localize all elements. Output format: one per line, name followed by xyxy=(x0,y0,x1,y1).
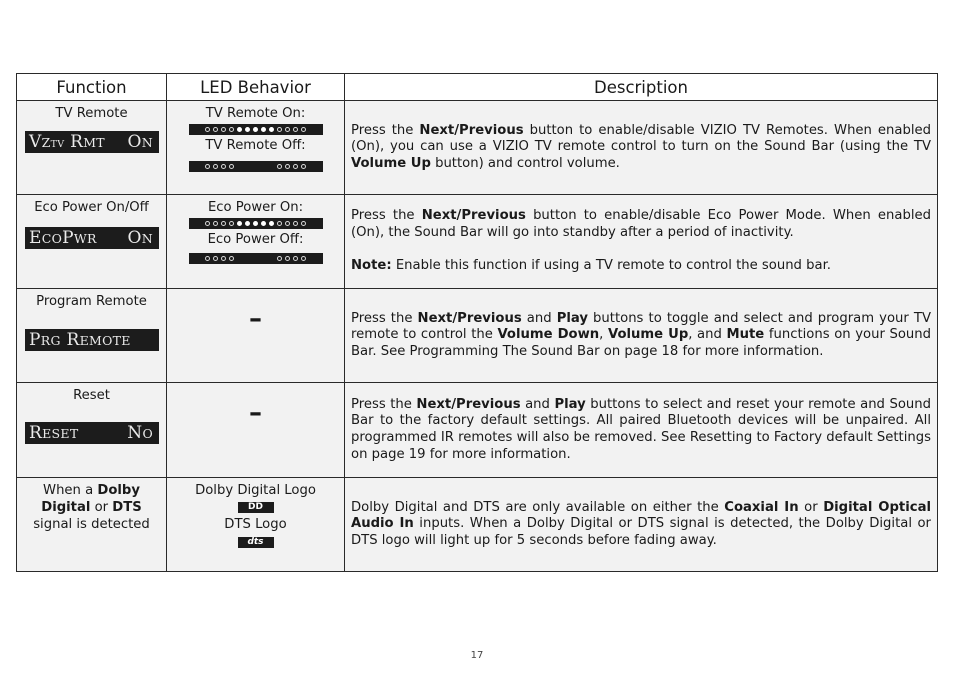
function-cell xyxy=(17,478,167,572)
settings-table xyxy=(16,73,938,572)
led-dot xyxy=(285,127,290,132)
dolby-digital-logo-icon: DD xyxy=(238,502,274,513)
lcd-text-left: RESET xyxy=(29,423,79,443)
led-dot xyxy=(205,164,210,169)
text-run: Press the xyxy=(351,396,417,412)
led-dot xyxy=(229,127,234,132)
led-dot-lit xyxy=(261,127,266,132)
led-dot xyxy=(221,127,226,132)
bold-term: Play xyxy=(554,396,586,412)
led-cell xyxy=(167,383,345,478)
dts-logo-label: DTS Logo xyxy=(224,517,287,532)
page-number: 17 xyxy=(470,650,484,661)
bold-term: Play xyxy=(556,310,588,326)
description-cell xyxy=(345,383,938,478)
text-run: buttons to select and reset your remote and Sound Bar to the factory default settings. All paired Bluetooth devices will be unpaired. All programmed IR remotes will also be removed. See Resetting to Factory default Settings on page 19 for more information. xyxy=(351,396,931,462)
table-row xyxy=(17,101,938,195)
no-led-dash: – xyxy=(249,304,262,334)
function-name: TV Remote xyxy=(55,106,128,121)
description-cell xyxy=(345,195,938,289)
led-dot xyxy=(205,127,210,132)
text-run: or xyxy=(798,499,824,515)
bold-term: Coaxial In xyxy=(724,499,799,515)
bold-term: Dolby Digital xyxy=(41,483,140,515)
text-run: or xyxy=(90,500,113,515)
bold-term: Volume Up xyxy=(351,155,431,171)
bold-term: Volume Down xyxy=(497,327,600,343)
no-led-dash: – xyxy=(249,398,262,428)
description-text xyxy=(351,397,931,463)
table-row xyxy=(17,383,938,478)
text-run: button) and control volume. xyxy=(430,155,620,171)
function-cell xyxy=(17,101,167,195)
led-dot xyxy=(301,256,306,261)
led-dot xyxy=(293,127,298,132)
bold-term: DTS xyxy=(112,500,142,515)
led-dot xyxy=(205,256,210,261)
led-dot xyxy=(205,221,210,226)
description-cell xyxy=(345,101,938,195)
led-on-label: TV Remote On: xyxy=(205,106,306,121)
lcd-display xyxy=(25,227,159,249)
lcd-text-left: ECOPWR xyxy=(29,228,97,248)
text-run: button to enable/disable VIZIO TV Remotes. When enabled (On), you can use a VIZIO TV remote control to turn on the Sound Bar (using the TV xyxy=(351,122,932,155)
lcd-text-right: ON xyxy=(127,132,153,152)
led-dot xyxy=(301,127,306,132)
text-run: Press the xyxy=(351,122,420,138)
lcd-text-left: PRG REMOTE xyxy=(29,330,131,350)
led-dot-lit xyxy=(261,221,266,226)
led-dot xyxy=(293,256,298,261)
led-cell xyxy=(167,478,345,572)
function-cell xyxy=(17,195,167,289)
bold-term: Mute xyxy=(726,327,765,343)
led-dot xyxy=(221,221,226,226)
led-dot-lit xyxy=(237,127,242,132)
bold-term: Next/Previous xyxy=(421,208,526,224)
function-name: Program Remote xyxy=(36,294,147,309)
led-cell xyxy=(167,289,345,383)
description-text xyxy=(351,311,931,361)
led-dot xyxy=(213,221,218,226)
led-dot xyxy=(285,164,290,169)
text-run: buttons to toggle and select and program your TV remote to control the xyxy=(351,310,931,343)
function-name: Reset xyxy=(73,388,110,403)
led-bar-off xyxy=(189,161,323,172)
text-run: Press the xyxy=(351,310,418,326)
text-run: When a xyxy=(43,483,98,498)
text-run: , and xyxy=(688,327,727,343)
led-dot xyxy=(301,164,306,169)
led-dot-lit xyxy=(245,221,250,226)
text-run: Press the xyxy=(351,208,422,224)
bold-term: Digital Optical Audio In xyxy=(351,499,931,532)
led-dot xyxy=(229,221,234,226)
led-dot-lit xyxy=(253,127,258,132)
lcd-text-right: ON xyxy=(127,228,153,248)
led-dot xyxy=(229,256,234,261)
led-dot xyxy=(277,256,282,261)
header-description: Description xyxy=(345,74,938,101)
led-bar-on xyxy=(189,124,323,135)
lcd-text-left: VZTV RMT xyxy=(29,132,105,152)
description-cell xyxy=(345,289,938,383)
text-run: inputs. When a Dolby Digital or DTS signal is detected, the Dolby Digital or DTS logo will light up for 5 seconds before fading away. xyxy=(351,516,931,548)
note-body: Enable this function if using a TV remote to control the sound bar. xyxy=(391,258,831,274)
led-cell xyxy=(167,195,345,289)
led-dot xyxy=(221,256,226,261)
bold-term: Next/Previous xyxy=(416,396,521,412)
function-name xyxy=(17,482,166,533)
led-dot xyxy=(221,164,226,169)
text-run: button to enable/disable Eco Power Mode. When enabled (On), the Sound Bar will go into standby after a period of inactivity. xyxy=(351,208,931,240)
text-run: and xyxy=(520,396,555,412)
note-label: Note: xyxy=(351,258,392,274)
text-run: Dolby Digital and DTS are only available on either the xyxy=(351,499,725,515)
bold-term: Next/Previous xyxy=(417,310,522,326)
bold-term: Volume Up xyxy=(607,327,689,343)
led-bar-off xyxy=(189,253,323,264)
lcd-display xyxy=(25,329,159,351)
lcd-text-right: NO xyxy=(127,423,153,443)
led-dot-lit xyxy=(245,127,250,132)
text-run: , xyxy=(599,327,608,343)
led-dot-lit xyxy=(269,221,274,226)
led-dot-lit xyxy=(237,221,242,226)
note-text xyxy=(351,258,931,275)
led-off-label: Eco Power Off: xyxy=(207,232,304,247)
text-run: and xyxy=(521,310,557,326)
led-dot xyxy=(285,221,290,226)
function-cell xyxy=(17,383,167,478)
header-function: Function xyxy=(17,74,167,101)
dolby-logo-label: Dolby Digital Logo xyxy=(195,483,316,498)
led-dot xyxy=(213,127,218,132)
header-led-behavior: LED Behavior xyxy=(167,74,345,101)
bold-term: Next/Previous xyxy=(419,122,524,138)
function-name: Eco Power On/Off xyxy=(34,200,149,215)
lcd-display xyxy=(25,131,159,153)
table-row xyxy=(17,195,938,289)
led-cell xyxy=(167,101,345,195)
function-cell xyxy=(17,289,167,383)
led-dot xyxy=(285,256,290,261)
led-dot-lit xyxy=(269,127,274,132)
header-row xyxy=(17,74,938,101)
description-text xyxy=(351,500,931,550)
description-text xyxy=(351,123,931,173)
led-dot xyxy=(213,256,218,261)
table-row xyxy=(17,478,938,572)
led-dot xyxy=(277,127,282,132)
lcd-display xyxy=(25,422,159,444)
led-dot xyxy=(293,221,298,226)
text-run: signal is detected xyxy=(33,517,150,532)
led-on-label: Eco Power On: xyxy=(207,200,304,215)
led-dot xyxy=(293,164,298,169)
description-cell xyxy=(345,478,938,572)
led-dot xyxy=(229,164,234,169)
led-dot xyxy=(277,221,282,226)
description-text xyxy=(351,208,931,241)
led-bar-on xyxy=(189,218,323,229)
led-dot xyxy=(277,164,282,169)
led-dot xyxy=(301,221,306,226)
text-run: functions on your Sound Bar. See Programming The Sound Bar on page 18 for more information. xyxy=(351,327,931,359)
led-dot-lit xyxy=(253,221,258,226)
led-off-label: TV Remote Off: xyxy=(205,138,306,153)
dts-logo-icon: dts xyxy=(238,537,274,548)
table-row xyxy=(17,289,938,383)
led-dot xyxy=(213,164,218,169)
